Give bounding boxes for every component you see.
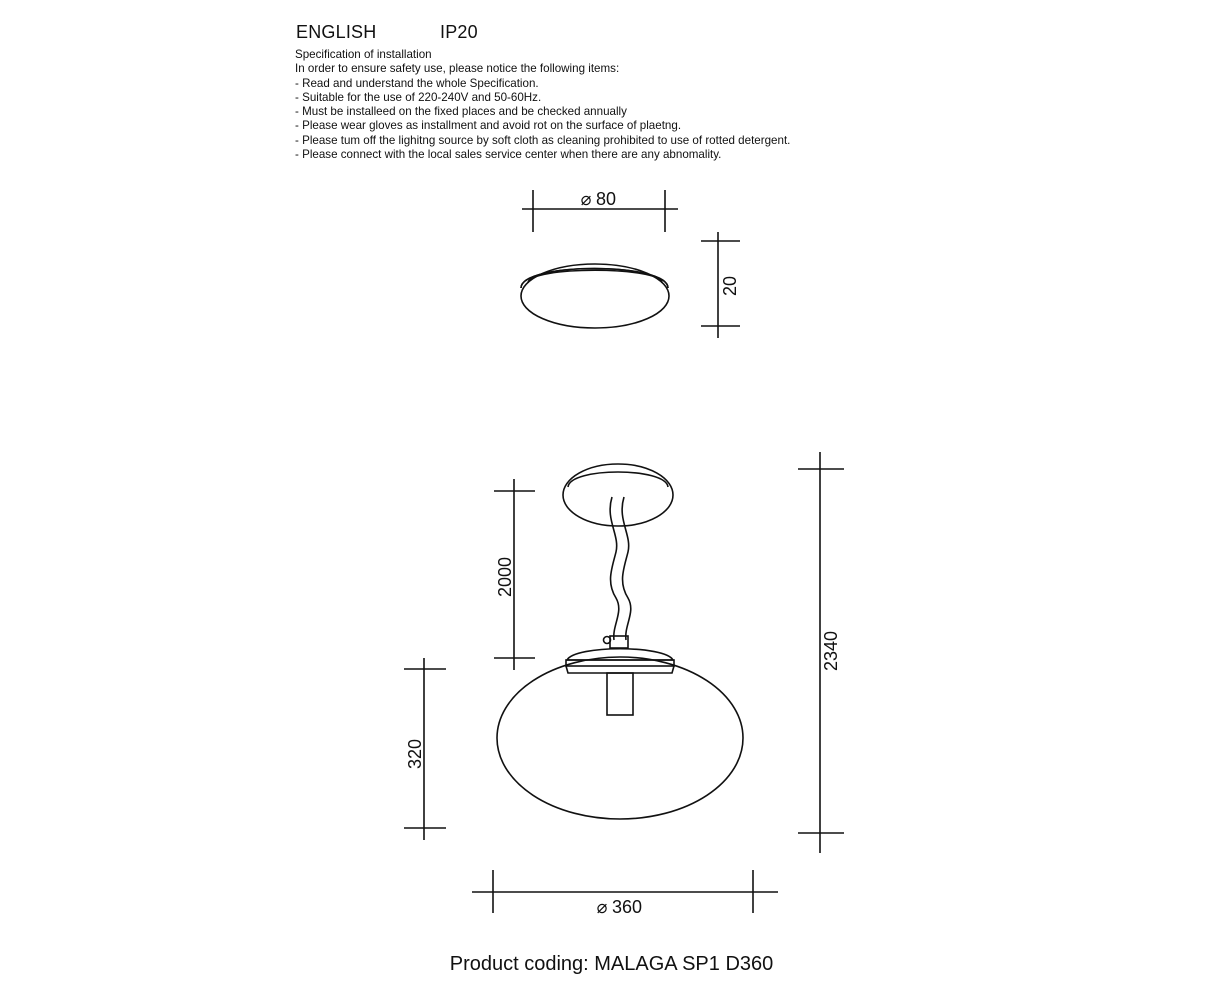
cable-length-label: 2000 <box>495 556 515 598</box>
canopy-diameter-label <box>581 189 616 209</box>
ip-rating-label: IP20 <box>440 22 478 42</box>
spec-intro: In order to ensure safety use, please notice the following items: <box>295 62 620 76</box>
product-coding: Product coding: MALAGA SP1 D360 <box>449 953 774 975</box>
ceiling-canopy <box>563 464 673 526</box>
overall-height-label: 2340 <box>821 630 841 672</box>
shade-height-label: 320 <box>405 738 425 770</box>
glass-shade <box>497 657 743 819</box>
spec-item: - Read and understand the whole Specification. <box>295 76 539 90</box>
spec-item: - Must be installeed on the fixed places and be checked annually <box>295 105 627 119</box>
shade-diameter-value: 360 <box>612 897 643 917</box>
spec-item: - Suitable for the use of 220-240V and 50-60Hz. <box>295 90 542 104</box>
spec-item: - Please connect with the local sales service center when there are any abnomality. <box>295 148 722 162</box>
canopy-diameter-value: 80 <box>596 189 617 209</box>
spec-item: - Please wear gloves as installment and avoid rot on the surface of plaetng. <box>295 119 682 133</box>
language-label: ENGLISH <box>296 22 377 42</box>
lamp-holder <box>607 673 633 715</box>
spec-item: - Please tum off the lighitng source by soft cloth as cleaning prohibited to use of rotted detergent. <box>295 133 791 147</box>
suspension-cable <box>610 497 619 640</box>
diameter-symbol: ⌀ <box>596 897 608 917</box>
pendant-lamp-drawing <box>497 464 743 819</box>
shade-diameter-label <box>597 897 642 917</box>
canopy-height-label: 20 <box>720 275 740 297</box>
canopy-drawing <box>521 264 669 328</box>
diameter-symbol: ⌀ <box>580 189 592 209</box>
spec-title: Specification of installation <box>295 48 432 61</box>
